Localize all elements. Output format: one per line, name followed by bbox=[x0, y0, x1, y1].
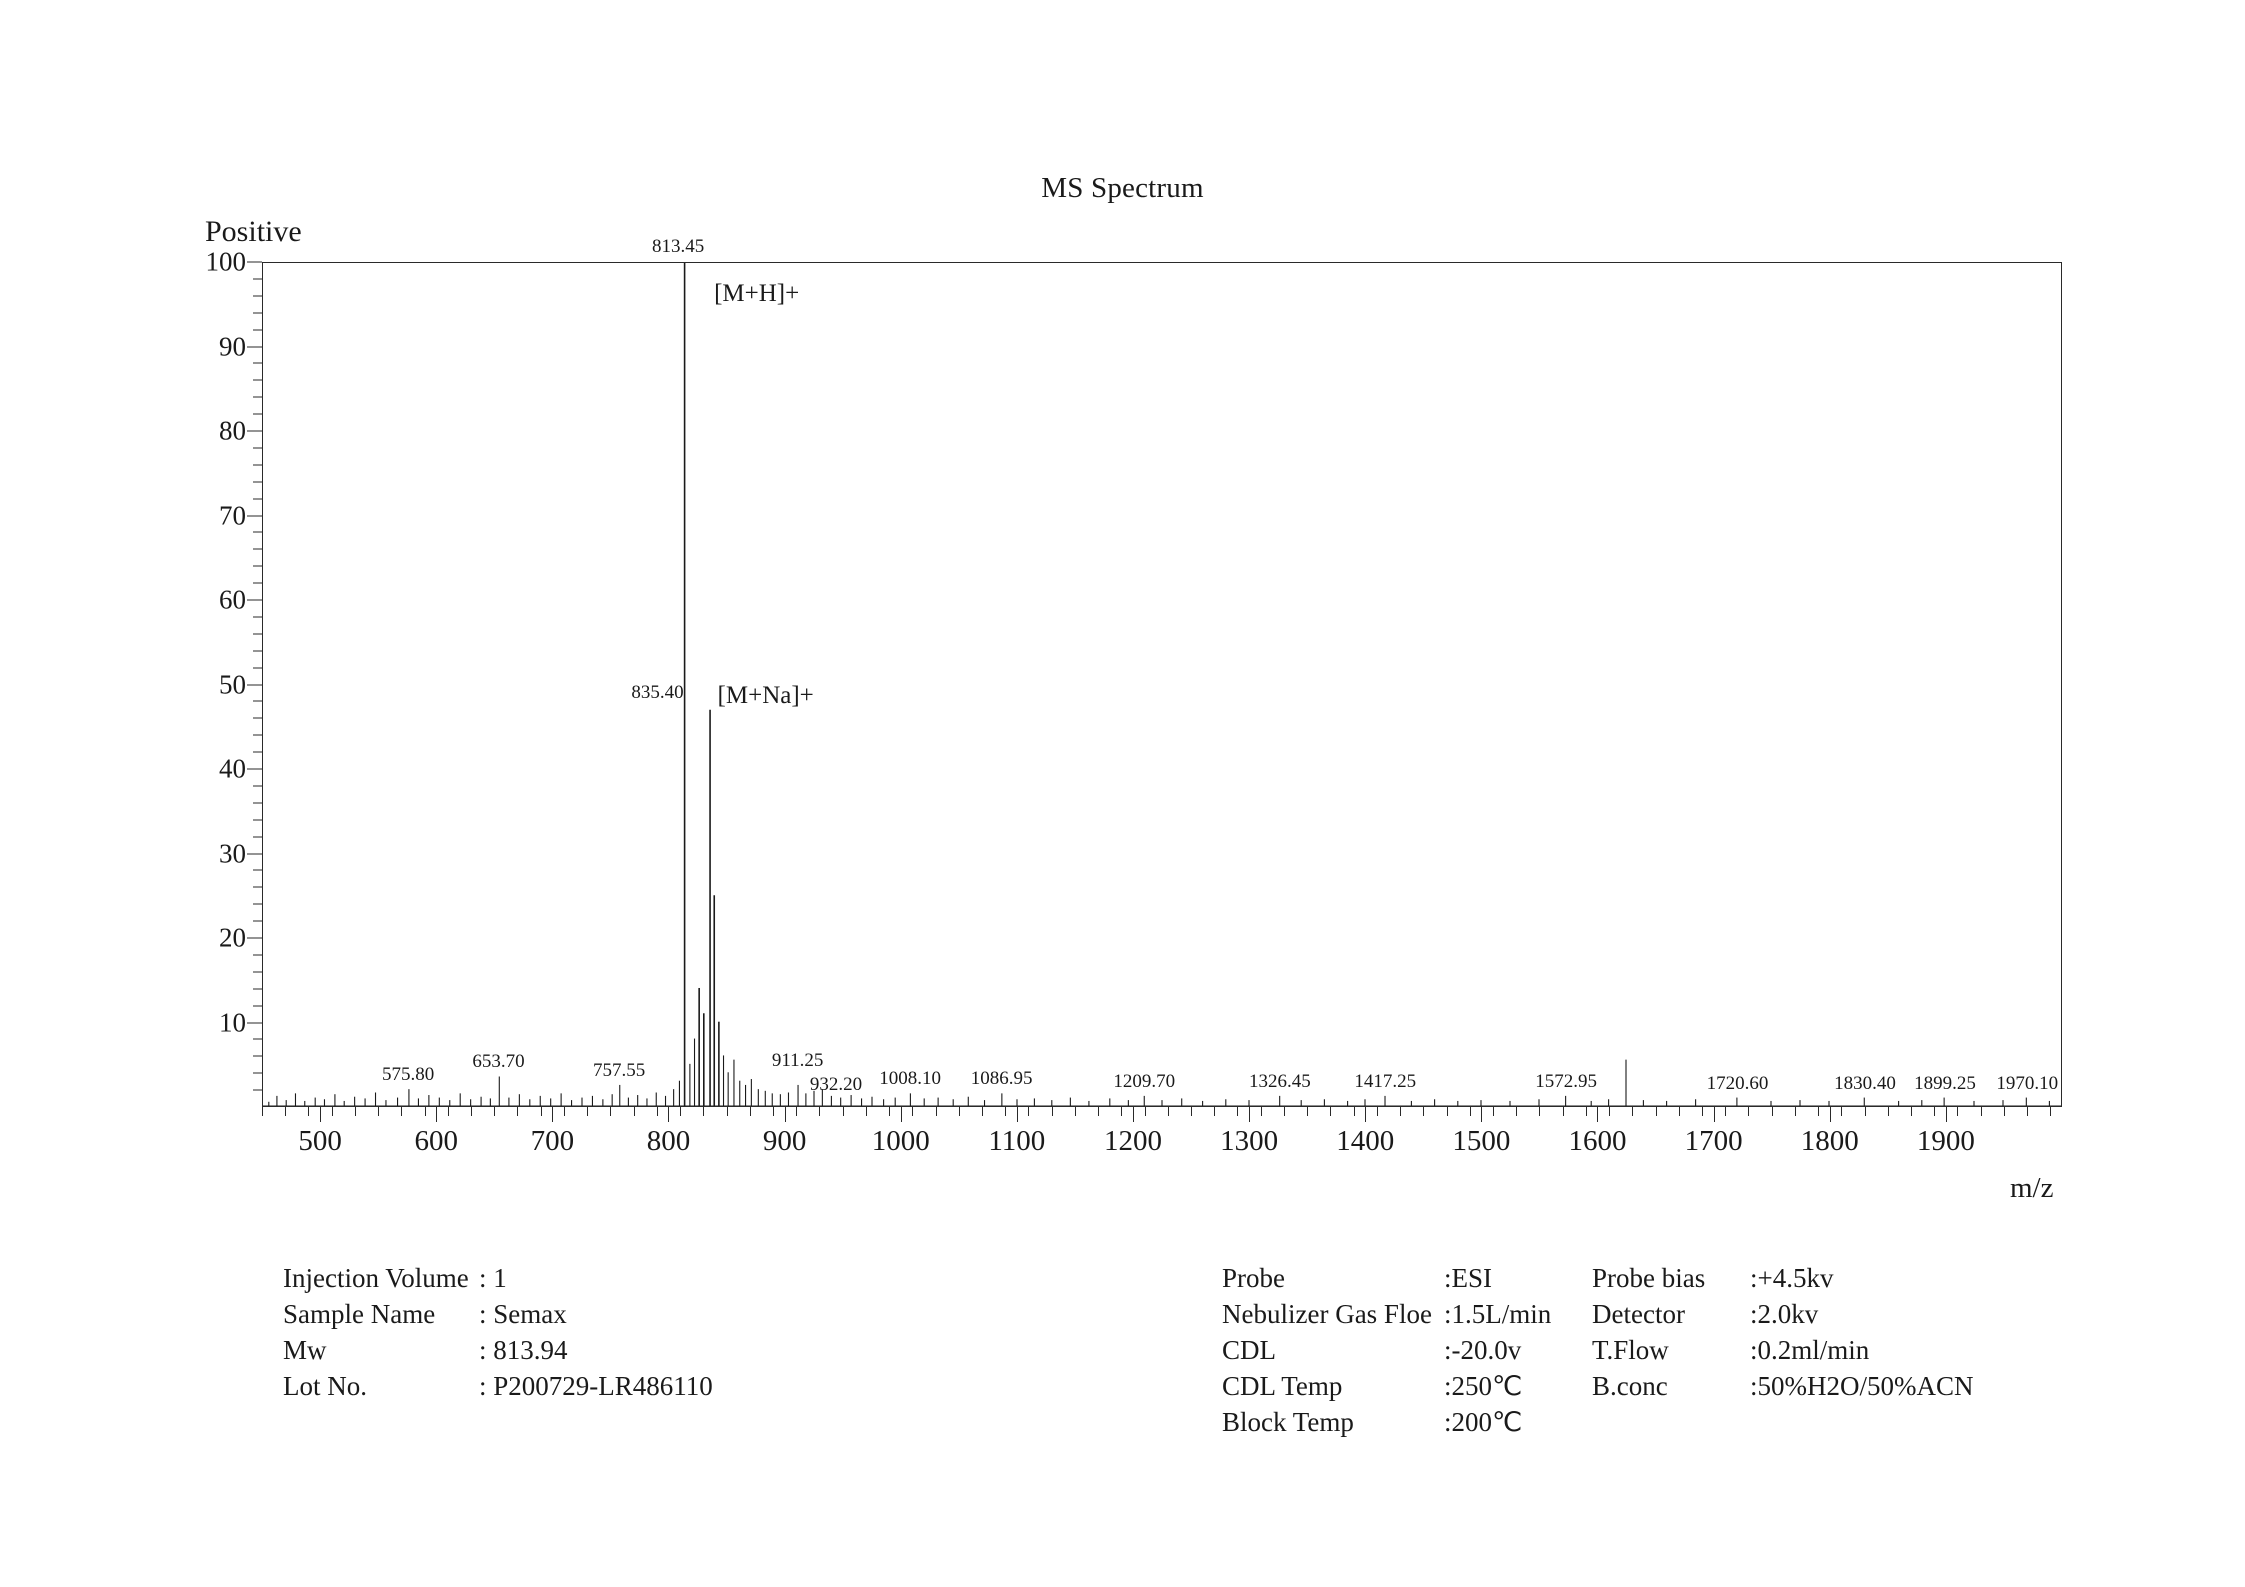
x-minor-tick bbox=[355, 1107, 356, 1116]
x-minor-tick bbox=[773, 1107, 774, 1116]
x-minor-tick bbox=[2004, 1107, 2005, 1116]
method-info-row bbox=[1222, 1368, 1974, 1404]
y-tick-100 bbox=[247, 262, 262, 263]
peak-label-835.40: 835.40 bbox=[631, 681, 684, 703]
y-minor-tick bbox=[253, 464, 262, 465]
y-tick-label-50: 50 bbox=[219, 669, 246, 699]
x-minor-tick bbox=[1028, 1107, 1029, 1116]
y-tick-label-90: 90 bbox=[219, 331, 246, 361]
x-minor-tick bbox=[1237, 1107, 1238, 1116]
y-minor-tick bbox=[253, 532, 262, 533]
x-minor-tick bbox=[448, 1107, 449, 1116]
x-axis-title: m/z bbox=[2010, 1172, 2054, 1204]
peak-label-1008.10: 1008.10 bbox=[879, 1068, 941, 1090]
x-tick-1600 bbox=[1597, 1107, 1598, 1122]
x-minor-tick bbox=[1214, 1107, 1215, 1116]
peak-label-1830.40: 1830.40 bbox=[1834, 1072, 1896, 1094]
method-info-row bbox=[1222, 1404, 1974, 1440]
y-minor-tick bbox=[253, 414, 262, 415]
peak-label-1572.95: 1572.95 bbox=[1535, 1070, 1597, 1092]
x-minor-tick bbox=[959, 1107, 960, 1116]
y-tick-50 bbox=[247, 684, 262, 685]
method-info-key: CDL Temp bbox=[1222, 1371, 1343, 1401]
sample-info-block bbox=[283, 1260, 713, 1404]
x-minor-tick bbox=[1145, 1107, 1146, 1116]
y-minor-tick bbox=[253, 397, 262, 398]
y-minor-tick bbox=[253, 954, 262, 955]
method-info-value: :1.5L/min bbox=[1444, 1299, 1552, 1329]
method-info-key-secondary: Detector bbox=[1592, 1299, 1685, 1329]
y-tick-10 bbox=[247, 1022, 262, 1023]
y-minor-tick bbox=[253, 785, 262, 786]
x-minor-tick bbox=[1679, 1107, 1680, 1116]
method-info-value: :ESI bbox=[1444, 1263, 1493, 1293]
y-minor-tick bbox=[253, 921, 262, 922]
peak-label-1209.70: 1209.70 bbox=[1113, 1070, 1176, 1092]
x-tick-label-1600: 1600 bbox=[1568, 1125, 1627, 1157]
x-minor-tick bbox=[1516, 1107, 1517, 1116]
x-minor-tick bbox=[1098, 1107, 1099, 1116]
method-info-value-secondary: :0.2ml/min bbox=[1750, 1335, 1870, 1365]
method-info-row bbox=[1222, 1260, 1974, 1296]
y-tick-label-10: 10 bbox=[219, 1007, 246, 1037]
y-minor-tick bbox=[253, 312, 262, 313]
x-tick-label-600: 600 bbox=[414, 1125, 458, 1157]
peak-label-757.55: 757.55 bbox=[593, 1059, 646, 1081]
x-minor-tick bbox=[1795, 1107, 1796, 1116]
peak-label-1720.60: 1720.60 bbox=[1706, 1072, 1769, 1094]
x-minor-tick bbox=[936, 1107, 937, 1116]
y-minor-tick bbox=[253, 633, 262, 634]
method-info-key: Nebulizer Gas Floe bbox=[1222, 1299, 1432, 1329]
method-info-key: Block Temp bbox=[1222, 1407, 1354, 1437]
x-tick-label-1400: 1400 bbox=[1336, 1125, 1395, 1157]
sample-info-value: : P200729-LR486110 bbox=[479, 1371, 713, 1401]
x-minor-tick bbox=[1772, 1107, 1773, 1116]
x-tick-1500 bbox=[1481, 1107, 1482, 1122]
x-minor-tick bbox=[587, 1107, 588, 1116]
y-minor-tick bbox=[253, 1090, 262, 1091]
x-tick-label-1200: 1200 bbox=[1103, 1125, 1162, 1157]
x-minor-tick bbox=[819, 1107, 820, 1116]
page-title: MS Spectrum bbox=[1041, 172, 1204, 204]
adduct-annotation-MH: [M+H]+ bbox=[714, 280, 800, 307]
x-tick-700 bbox=[552, 1107, 553, 1122]
x-minor-tick bbox=[1841, 1107, 1842, 1116]
x-minor-tick bbox=[378, 1107, 379, 1116]
method-info-value-secondary: :+4.5kv bbox=[1750, 1263, 1834, 1293]
x-minor-tick bbox=[982, 1107, 983, 1116]
y-tick-20 bbox=[247, 938, 262, 939]
y-tick-60 bbox=[247, 600, 262, 601]
x-minor-tick bbox=[1632, 1107, 1633, 1116]
y-minor-tick bbox=[253, 1039, 262, 1040]
x-minor-tick bbox=[1818, 1107, 1819, 1116]
x-minor-tick bbox=[1121, 1107, 1122, 1116]
x-minor-tick bbox=[703, 1107, 704, 1116]
method-info-row bbox=[1222, 1296, 1974, 1332]
x-tick-label-500: 500 bbox=[298, 1125, 342, 1157]
method-info-value-secondary: :50%H2O/50%ACN bbox=[1750, 1371, 1974, 1401]
x-minor-tick bbox=[308, 1107, 309, 1116]
x-minor-tick bbox=[866, 1107, 867, 1116]
y-minor-tick bbox=[253, 1005, 262, 1006]
x-minor-tick bbox=[1400, 1107, 1401, 1116]
y-minor-tick bbox=[253, 380, 262, 381]
adduct-annotation-MNa: [M+Na]+ bbox=[717, 681, 814, 709]
sample-info-key: Lot No. bbox=[283, 1371, 367, 1401]
x-minor-tick bbox=[1191, 1107, 1192, 1116]
y-tick-label-30: 30 bbox=[219, 838, 246, 868]
peak-label-932.20: 932.20 bbox=[809, 1074, 863, 1096]
x-tick-600 bbox=[436, 1107, 437, 1122]
x-minor-tick bbox=[541, 1107, 542, 1116]
sample-info-row bbox=[283, 1296, 713, 1332]
x-minor-tick bbox=[1330, 1107, 1331, 1116]
x-minor-tick bbox=[912, 1107, 913, 1116]
sample-info-row bbox=[283, 1260, 713, 1296]
y-minor-tick bbox=[253, 616, 262, 617]
x-minor-tick bbox=[517, 1107, 518, 1116]
x-tick-500 bbox=[320, 1107, 321, 1122]
x-minor-tick bbox=[1865, 1107, 1866, 1116]
sample-info-key: Mw bbox=[283, 1335, 327, 1365]
y-tick-label-20: 20 bbox=[219, 922, 246, 953]
polarity-label: Positive bbox=[205, 215, 302, 248]
method-info-block bbox=[1222, 1260, 1974, 1440]
x-tick-label-1300: 1300 bbox=[1220, 1125, 1279, 1157]
y-minor-tick bbox=[253, 988, 262, 989]
y-minor-tick bbox=[253, 971, 262, 972]
x-minor-tick bbox=[1447, 1107, 1448, 1116]
y-minor-tick bbox=[253, 870, 262, 871]
x-axis bbox=[262, 1107, 2062, 1177]
y-tick-40 bbox=[247, 769, 262, 770]
x-minor-tick bbox=[1307, 1107, 1308, 1116]
peak-label-1899.25: 1899.25 bbox=[1914, 1072, 1976, 1094]
y-minor-tick bbox=[253, 566, 262, 567]
y-minor-tick bbox=[253, 802, 262, 803]
y-minor-tick bbox=[253, 650, 262, 651]
x-tick-1300 bbox=[1249, 1107, 1250, 1122]
x-minor-tick bbox=[1005, 1107, 1006, 1116]
y-minor-tick bbox=[253, 819, 262, 820]
peak-label-813.45: 813.45 bbox=[651, 236, 705, 257]
y-minor-tick bbox=[253, 887, 262, 888]
x-minor-tick bbox=[401, 1107, 402, 1116]
method-info-key-secondary: Probe bias bbox=[1592, 1263, 1706, 1293]
sample-info-row bbox=[283, 1368, 713, 1404]
sample-info-key: Injection Volume bbox=[283, 1263, 469, 1293]
x-minor-tick bbox=[471, 1107, 472, 1116]
y-minor-tick bbox=[253, 1056, 262, 1057]
peak-label-653.70: 653.70 bbox=[472, 1051, 525, 1073]
sample-info-value: : 813.94 bbox=[479, 1335, 568, 1365]
x-tick-1900 bbox=[1946, 1107, 1947, 1122]
x-minor-tick bbox=[1888, 1107, 1889, 1116]
x-minor-tick bbox=[1052, 1107, 1053, 1116]
method-info-value: :-20.0v bbox=[1444, 1335, 1522, 1365]
x-minor-tick bbox=[332, 1107, 333, 1116]
method-info-value: :200℃ bbox=[1444, 1407, 1523, 1437]
y-minor-tick bbox=[253, 904, 262, 905]
y-minor-tick bbox=[253, 278, 262, 279]
x-minor-tick bbox=[1702, 1107, 1703, 1116]
peak-label-1326.45: 1326.45 bbox=[1248, 1070, 1311, 1092]
method-info-key: Probe bbox=[1222, 1263, 1285, 1293]
x-tick-1700 bbox=[1714, 1107, 1715, 1122]
y-minor-tick bbox=[253, 735, 262, 736]
y-minor-tick bbox=[253, 481, 262, 482]
x-tick-1100 bbox=[1017, 1107, 1018, 1122]
method-info-key-secondary: B.conc bbox=[1592, 1371, 1668, 1401]
y-tick-label-70: 70 bbox=[219, 500, 246, 530]
x-minor-tick bbox=[1656, 1107, 1657, 1116]
x-minor-tick bbox=[1934, 1107, 1935, 1116]
method-info-value: :250℃ bbox=[1444, 1371, 1523, 1401]
x-minor-tick bbox=[2050, 1107, 2051, 1116]
x-minor-tick bbox=[1377, 1107, 1378, 1116]
x-minor-tick bbox=[727, 1107, 728, 1116]
x-tick-label-1100: 1100 bbox=[988, 1125, 1046, 1157]
y-minor-tick bbox=[253, 1073, 262, 1074]
spectrum-trace bbox=[263, 263, 2061, 1106]
x-tick-1000 bbox=[901, 1107, 902, 1122]
plot-area bbox=[262, 262, 2062, 1107]
x-minor-tick bbox=[494, 1107, 495, 1116]
x-tick-label-1700: 1700 bbox=[1684, 1125, 1743, 1157]
x-minor-tick bbox=[1748, 1107, 1749, 1116]
x-tick-900 bbox=[785, 1107, 786, 1122]
sample-info-key: Sample Name bbox=[283, 1299, 436, 1329]
x-tick-1200 bbox=[1133, 1107, 1134, 1122]
y-minor-tick bbox=[253, 549, 262, 550]
x-minor-tick bbox=[262, 1107, 263, 1116]
x-minor-tick bbox=[610, 1107, 611, 1116]
y-tick-label-40: 40 bbox=[219, 753, 246, 784]
x-minor-tick bbox=[889, 1107, 890, 1116]
x-minor-tick bbox=[1981, 1107, 1982, 1116]
sample-info-row bbox=[283, 1332, 713, 1368]
x-minor-tick bbox=[1423, 1107, 1424, 1116]
x-minor-tick bbox=[1563, 1107, 1564, 1116]
y-tick-70 bbox=[247, 515, 262, 516]
x-minor-tick bbox=[1261, 1107, 1262, 1116]
x-minor-tick bbox=[680, 1107, 681, 1116]
x-minor-tick bbox=[634, 1107, 635, 1116]
x-tick-800 bbox=[668, 1107, 669, 1122]
y-tick-label-80: 80 bbox=[219, 415, 246, 446]
peak-label-575.80: 575.80 bbox=[381, 1064, 435, 1086]
x-tick-label-800: 800 bbox=[646, 1125, 691, 1157]
x-minor-tick bbox=[1957, 1107, 1958, 1116]
x-tick-1800 bbox=[1830, 1107, 1831, 1122]
x-minor-tick bbox=[1911, 1107, 1912, 1116]
y-tick-90 bbox=[247, 346, 262, 347]
y-minor-tick bbox=[253, 583, 262, 584]
x-minor-tick bbox=[1725, 1107, 1726, 1116]
x-minor-tick bbox=[425, 1107, 426, 1116]
x-minor-tick bbox=[2027, 1107, 2028, 1116]
y-minor-tick bbox=[253, 752, 262, 753]
x-tick-label-1900: 1900 bbox=[1916, 1125, 1975, 1157]
y-minor-tick bbox=[253, 836, 262, 837]
x-minor-tick bbox=[657, 1107, 658, 1116]
y-axis bbox=[160, 246, 262, 1107]
x-minor-tick bbox=[1284, 1107, 1285, 1116]
y-minor-tick bbox=[253, 701, 262, 702]
x-minor-tick bbox=[1539, 1107, 1540, 1116]
method-info-key-secondary: T.Flow bbox=[1592, 1335, 1669, 1365]
x-minor-tick bbox=[1354, 1107, 1355, 1116]
x-tick-label-1000: 1000 bbox=[871, 1125, 930, 1157]
y-minor-tick bbox=[253, 363, 262, 364]
method-info-row bbox=[1222, 1332, 1974, 1368]
x-minor-tick bbox=[1075, 1107, 1076, 1116]
y-minor-tick bbox=[253, 498, 262, 499]
x-minor-tick bbox=[796, 1107, 797, 1116]
peak-label-1417.25: 1417.25 bbox=[1354, 1070, 1417, 1092]
method-info-value-secondary: :2.0kv bbox=[1750, 1299, 1819, 1329]
method-info-key: CDL bbox=[1222, 1335, 1276, 1365]
x-tick-label-900: 900 bbox=[762, 1125, 807, 1157]
y-tick-30 bbox=[247, 853, 262, 854]
x-minor-tick bbox=[750, 1107, 751, 1116]
sample-info-value: : Semax bbox=[479, 1299, 567, 1329]
y-minor-tick bbox=[253, 718, 262, 719]
x-minor-tick bbox=[1470, 1107, 1471, 1116]
y-minor-tick bbox=[253, 329, 262, 330]
x-tick-label-700: 700 bbox=[530, 1125, 575, 1157]
x-minor-tick bbox=[564, 1107, 565, 1116]
x-tick-1400 bbox=[1365, 1107, 1366, 1122]
x-tick-label-1800: 1800 bbox=[1800, 1125, 1859, 1157]
y-tick-80 bbox=[247, 431, 262, 432]
x-minor-tick bbox=[1493, 1107, 1494, 1116]
x-minor-tick bbox=[285, 1107, 286, 1116]
peak-label-1086.95: 1086.95 bbox=[970, 1068, 1033, 1090]
x-minor-tick bbox=[1586, 1107, 1587, 1116]
y-minor-tick bbox=[253, 667, 262, 668]
y-tick-label-60: 60 bbox=[219, 584, 246, 615]
peak-label-1970.10: 1970.10 bbox=[1996, 1072, 2059, 1094]
peak-label-911.25: 911.25 bbox=[771, 1049, 824, 1071]
y-minor-tick bbox=[253, 447, 262, 448]
x-tick-label-1500: 1500 bbox=[1452, 1125, 1511, 1157]
y-minor-tick bbox=[253, 295, 262, 296]
sample-info-value: : 1 bbox=[479, 1263, 507, 1293]
y-tick-label-100: 100 bbox=[205, 246, 246, 277]
x-minor-tick bbox=[1609, 1107, 1610, 1116]
x-minor-tick bbox=[843, 1107, 844, 1116]
x-minor-tick bbox=[1168, 1107, 1169, 1116]
